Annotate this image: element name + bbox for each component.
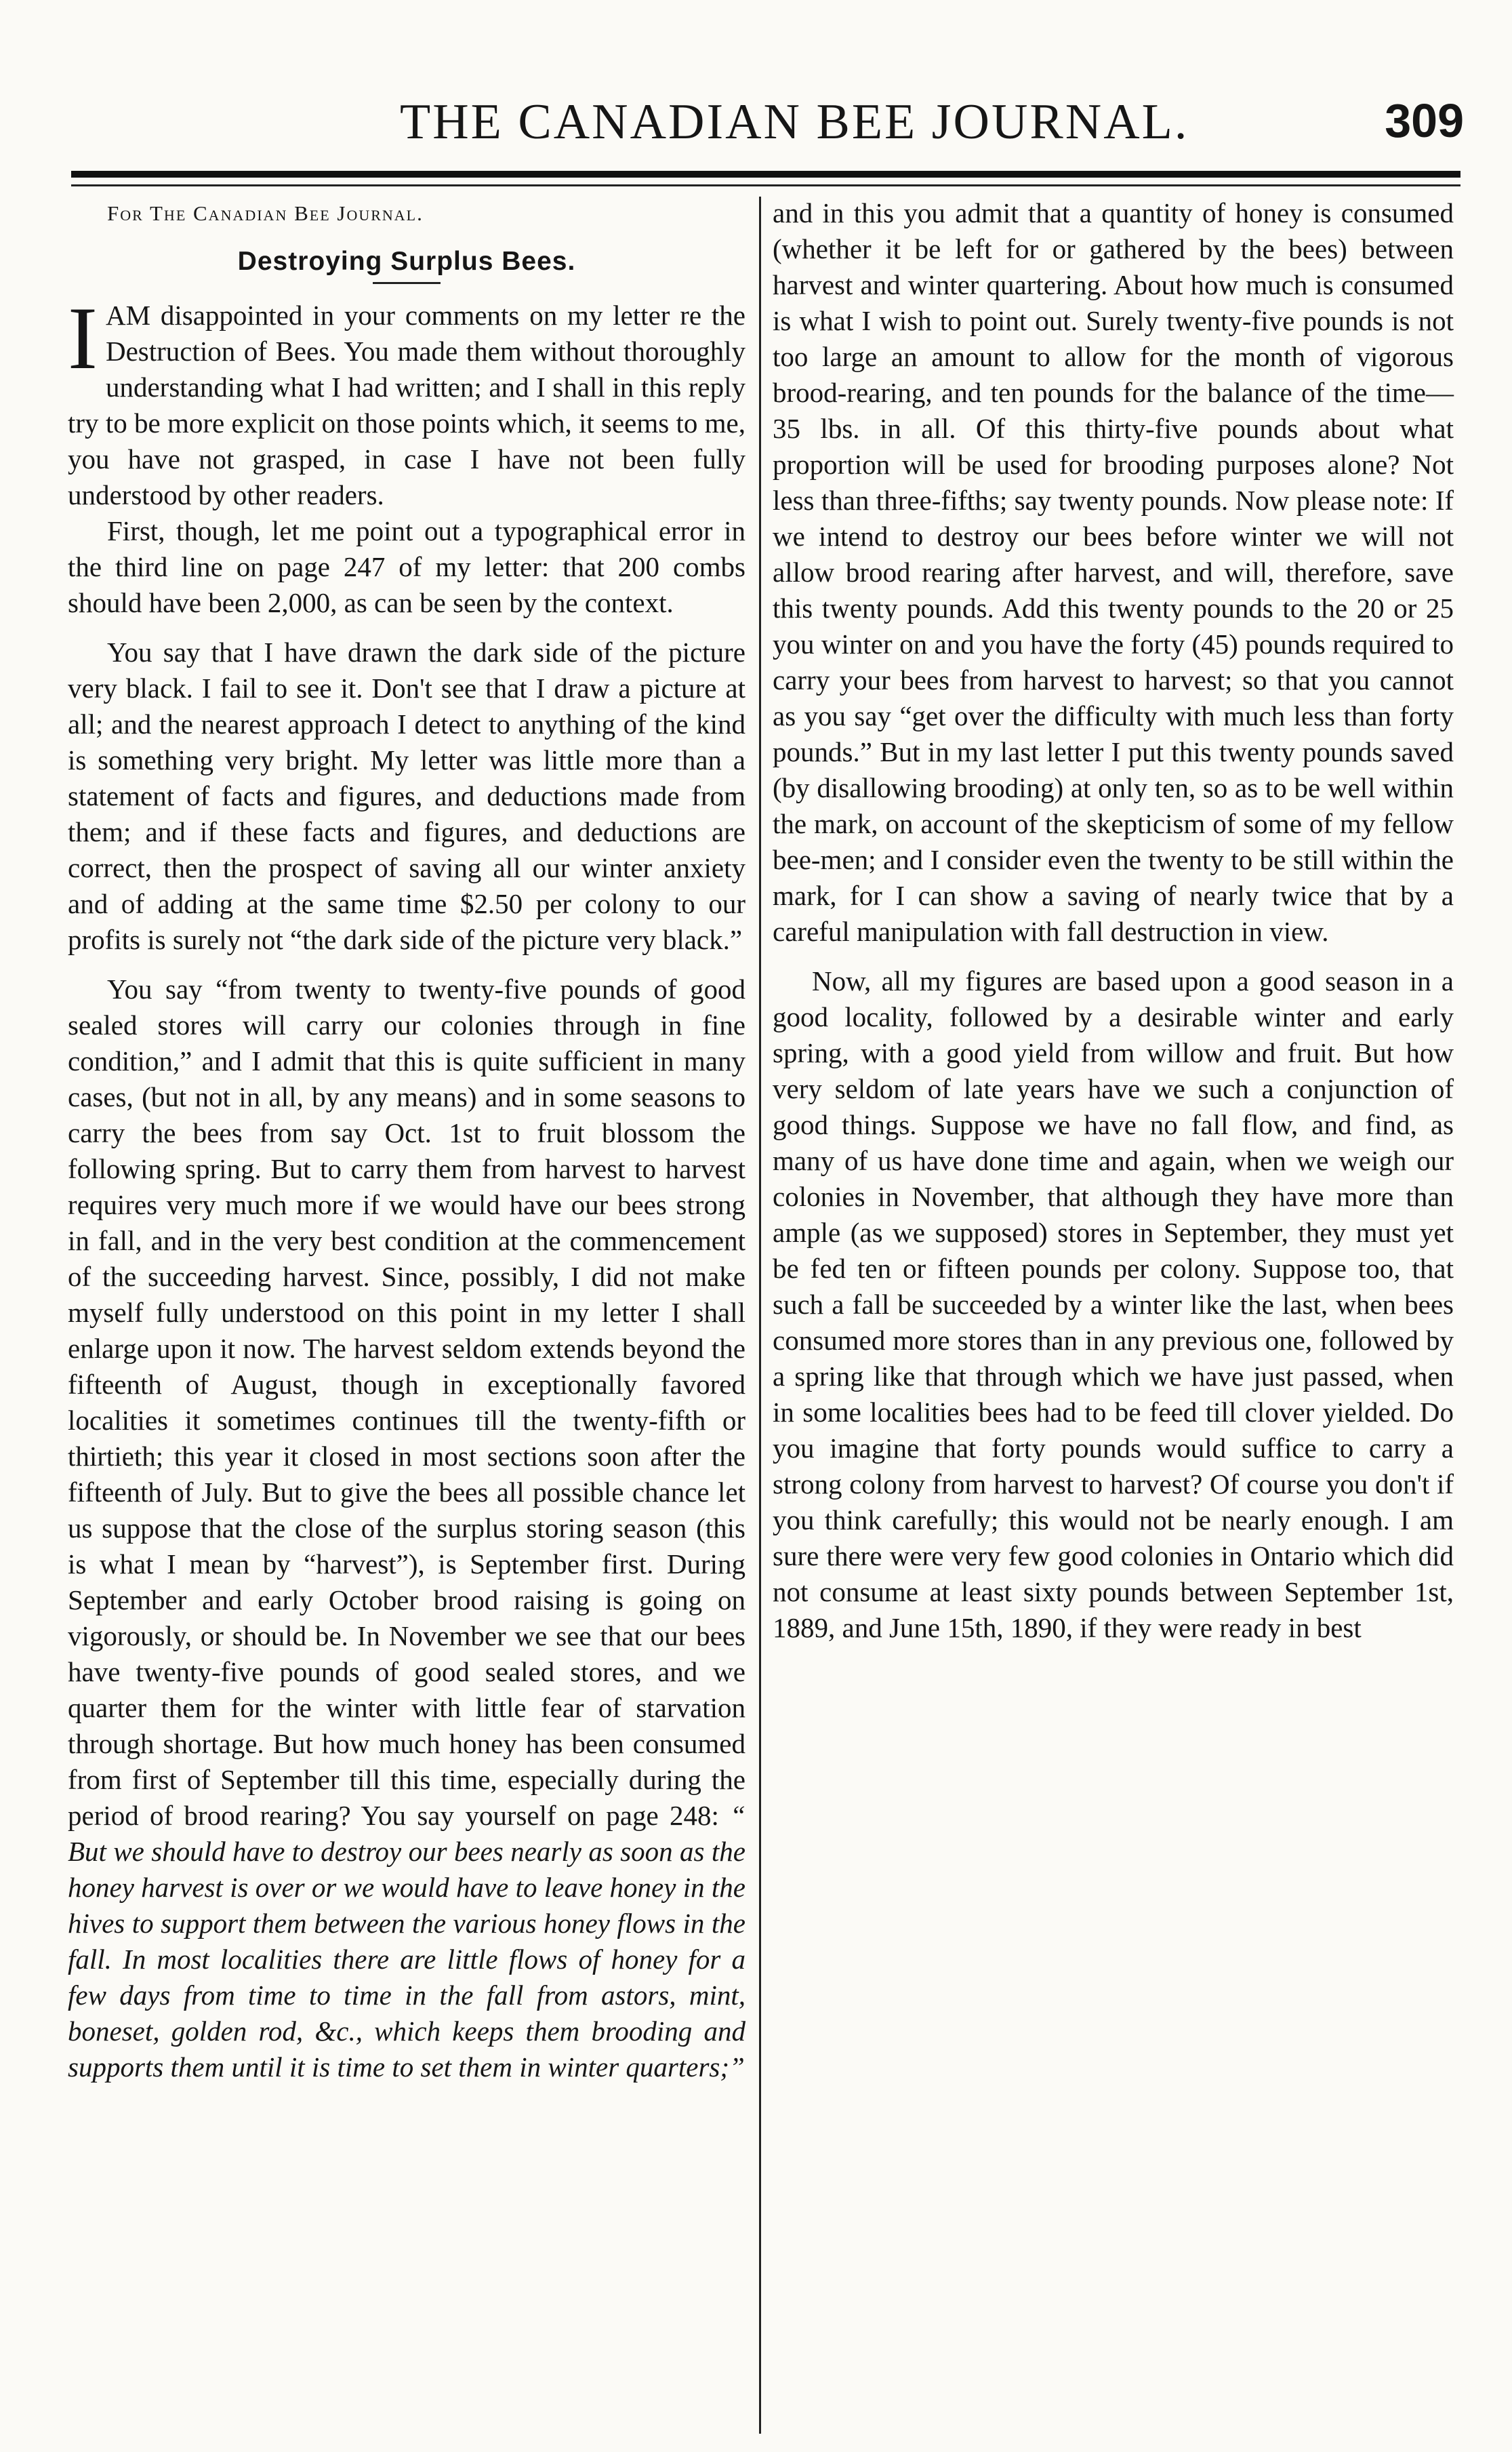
page-header <box>380 94 1464 168</box>
article-paragraph: You say that I have drawn the dark side of the picture very black. I fail to see it. Don't see that I draw a picture at all; and the nearest approach I detect to anything of the kind is something very bright. My letter was little more than a statement of facts and figures, and deductions made from them; and if these facts and figures, and deductions are correct, then the prospect of saving all our winter anxiety and of adding at the same time $2.50 per colony to our profits is surely not “the dark side of the picture very black.” <box>68 637 745 955</box>
quoted-text: “ But we should have to destroy our bees nearly as soon as the honey harvest is over or we would have to leave honey in the hives to support them between the various honey flows in the fall. In most localities there are little flows of honey for a few days from time to time in the fall from astors, mint, boneset, golden rod, &c., which keeps them brooding and supports them until it is time to set them in winter quarters;” <box>68 1800 745 2083</box>
drop-cap: I <box>68 288 98 388</box>
article-byline: For The Canadian Bee Journal. <box>107 201 424 225</box>
paragraph-gap <box>773 950 1454 963</box>
article-paragraph: First, though, let me point out a typographical error in the third line on page 247 of my letter: that 200 combs should have been 2,000, as can be seen by the context. <box>68 515 745 618</box>
page-number: 309 <box>1385 94 1464 147</box>
paragraph-gap <box>68 958 745 971</box>
article-paragraph: Now, all my figures are based upon a good season in a good locality, followed by a desirable winter and early spring, with a good yield from willow and fruit. But how very seldom of late years have we such a conjunction of good things. Suppose we have no fall flow, and find, as many of us have done time and again, when we weigh our colonies in November, that although they have more than ample (as we supposed) stores in September, they must yet be fed ten or fifteen pounds per colony. Suppose too, that such a fall be succeeded by a winter like the last, when bees consumed more stores than in any previous one, followed by a spring like that through which we have just passed, when in some localities bees had to be feed till clover yielded. Do you imagine that forty pounds would suffice to carry a strong colony from harvest to harvest? Of course you don't if you think carefully; this would not be nearly enough. I am sure there were very few good colonies in Ontario which did not consume at least sixty pounds between September 1st, 1889, and June 15th, 1890, if they were ready in best <box>773 965 1454 1643</box>
paragraph-text: and in this you admit that a quantity of honey is consumed (whether it be left for or gathered by the bees) between harvest and winter quartering. About how much is consumed is what I wish to point out. Surely twenty-five pounds is not too large an amount to allow for the month of vigorous brood-rearing, and ten pounds for the balance of the time—35 lbs. in all. Of this thirty-five pounds about what proportion will be used for brooding purposes alone? Not less than three-fifths; say twenty pounds. Now please note: If we intend to destroy our bees before winter we will not allow brood rearing after harvest, and will, therefore, save this twenty pounds. Add this twenty pounds to the 20 or 25 you winter on and you have the forty (45) pounds required to carry your bees from harvest to harvest; so that you cannot as you say “get over the difficulty with much less than forty pounds.” But in my last letter I put this twenty pounds saved (by disallowing brooding) at only ten, so as to be well within the mark, on account of the skepticism of some of my fellow bee-men; and I consider even the twenty to be still within the mark, for I can show a saving of nearly twice that by a careful manipulation with fall destruction in view. <box>773 197 1454 947</box>
article-paragraph <box>68 971 745 2085</box>
journal-title: THE CANADIAN BEE JOURNAL. <box>400 94 1189 150</box>
article-headline: Destroying Surplus Bees. <box>237 247 576 276</box>
paragraph-text: AM disappointed in your comments on my letter re the Destruction of Bees. You made them without thoroughly understanding what I had written; and I shall in this reply try to be more explicit on those points which, it seems to me, you have not grasped, in case I have not been fully understood by other readers. <box>68 300 745 510</box>
right-column <box>773 195 1454 1646</box>
headline-rule <box>373 282 441 284</box>
header-rule-thin <box>71 184 1460 186</box>
left-column <box>68 195 745 2085</box>
paragraph-text: You say “from twenty to twenty-five pounds of good sealed stores will carry our colonies through in fine condition,” and I admit that this is quite sufficient in many cases, (but not in all, by any means) and in some seasons to carry the bees from say Oct. 1st to fruit blossom the following spring. But to carry them from harvest to harvest requires very much more if we would have our bees strong in fall, and in the very best condition at the commencement of the succeeding harvest. Since, possibly, I did not make myself fully understood on this point in my letter I shall enlarge upon it now. The harvest seldom extends beyond the fifteenth of August, though in exceptionally favored localities it sometimes continues till the twenty-fifth or thirtieth; this year it closed in most sections soon after the fifteenth of July. But to give the bees all possible chance let us suppose that the close of the surplus storing season (this is what I mean by “harvest”), is September first. During September and early October brood raising is going on vigorously, or should be. In November we see that our bees have twenty-five pounds of good sealed stores, and we quarter them for the winter with little fear of starvation through shortage. But how much honey has been consumed from first of September till this time, especially during the period of brood rearing? You say yourself on page 248: <box>68 973 745 1831</box>
column-divider <box>759 197 761 2434</box>
article-paragraph <box>773 195 1454 950</box>
article-paragraph <box>68 288 745 513</box>
header-rule-thick <box>71 171 1460 178</box>
paragraph-gap <box>68 621 745 635</box>
